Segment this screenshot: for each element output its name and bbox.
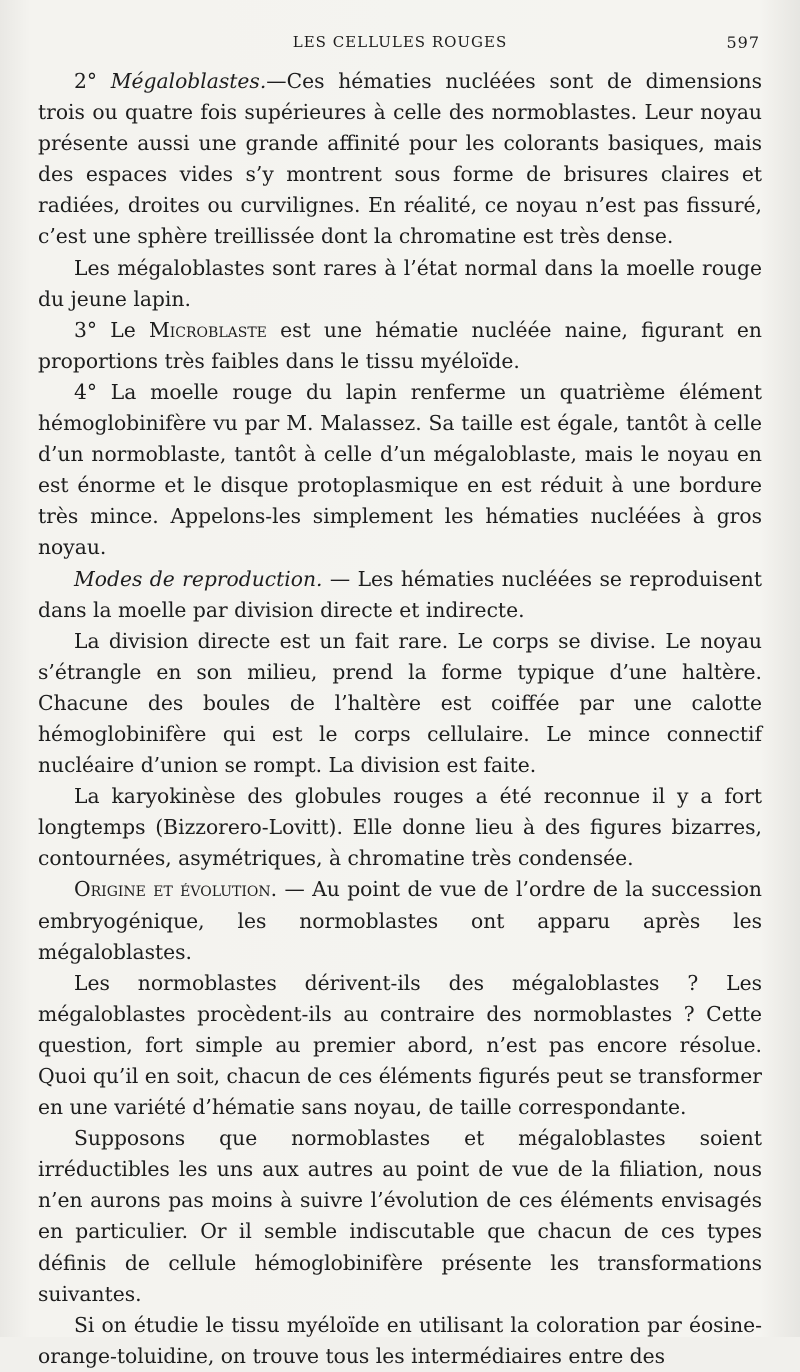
paragraph-text: — Au point de vue de l’ordre de la succession embryogénique, les normoblastes ont apparu après les mégaloblastes. [38, 877, 762, 964]
paragraph-microblaste [38, 315, 762, 377]
section-heading-origine: Origine et évolution. [74, 877, 278, 902]
paragraph-text: Les normoblastes dérivent-ils des mégaloblastes ? Les mégaloblastes procèdent-ils au contraire des normoblastes ? Cette question, fort simple au premier abord, n’est pas encore résolue. Quoi qu’il en soit, chacun de ces éléments figurés peut se transformer en une variété d’hématie sans noyau, de taille correspondante. [38, 970, 762, 1120]
paragraph [38, 626, 762, 781]
paragraph [38, 377, 762, 564]
paragraph [38, 1310, 762, 1372]
paragraph-lead: 2° [74, 69, 111, 93]
paragraph-text: —Ces hématies nucléées sont de dimensions trois ou quatre fois supérieures à celle des normoblastes. Leur noyau présente aussi une grande affinité pour les colorants basiques, mais des espaces vides s’y montrent sous forme de brisures claires et radiées, droites ou curvilignes. En réalité, ce noyau n’est pas fissuré, c’est une sphère treillissée dont la chromatine est très dense. [38, 69, 762, 249]
paragraph [38, 1123, 762, 1310]
section-heading-modes: Modes de reproduction. [74, 566, 323, 591]
term-microblaste: Microblaste [149, 317, 267, 342]
body-text [38, 66, 762, 1372]
paragraph-text: 4° La moelle rouge du lapin renferme un quatrième élément hémoglobinifère vu par M. Malassez. Sa taille est égale, tantôt à celle d’un normoblaste, tantôt à celle d’un mégaloblaste, mais le noyau en est énorme et le disque protoplasmique en est réduit à une bordure très mince. Appelons-les simplement les hématies nucléées à gros noyau. [38, 379, 762, 560]
paragraph-text: est une hématie nucléée naine, figurant en proportions très faibles dans le tissu myéloïde. [38, 317, 762, 373]
paragraph-text: La karyokinèse des globules rouges a été reconnue il y a fort longtemps (Bizzorero-Lovitt). Elle donne lieu à des figures bizarres, contournées, asymétriques, à chromatine très condensée. [38, 784, 762, 871]
running-header [38, 33, 762, 57]
paragraph-lead: 3° Le [74, 317, 149, 342]
paragraph [38, 253, 762, 315]
paragraph-text: Supposons que normoblastes et mégaloblastes soient irréductibles les uns aux autres au point de vue de la filiation, nous n’en aurons pas moins à suivre l’évolution de ces éléments envisagés en particulier. Or il semble indiscutable que chacun de ces types définis de cellule hémoglobinifère présente les transformations suivantes. [38, 1126, 762, 1306]
paragraph-megaloblastes [38, 66, 762, 253]
paragraph [38, 968, 762, 1123]
paragraph-origine-et-evolution [38, 874, 762, 967]
paragraph-text: — Les hématies nucléées se reproduisent dans la moelle par division directe et indirecte. [38, 566, 763, 622]
running-title: LES CELLULES ROUGES [292, 33, 508, 51]
section-heading-megaloblastes: Mégaloblastes. [110, 69, 267, 93]
paragraph-text: Les mégaloblastes sont rares à l’état normal dans la moelle rouge du jeune lapin. [38, 255, 762, 311]
paragraph-text: La division directe est un fait rare. Le corps se divise. Le noyau s’étrangle en son milieu, prend la forme typique d’une haltère. Chacune des boules de l’haltère est coiffée par une calotte hémoglobinifère qui est le corps cellulaire. Le mince connectif nucléaire d’union se rompt. La division est faite. [38, 628, 762, 778]
paragraph-modes-de-reproduction [38, 564, 762, 626]
paragraph-text: Si on étudie le tissu myéloïde en utilisant la coloration par éosine-orange-toluidine, on trouve tous les intermédiaires entre des [38, 1312, 762, 1368]
paragraph [38, 781, 762, 874]
page-number: 597 [726, 33, 760, 52]
